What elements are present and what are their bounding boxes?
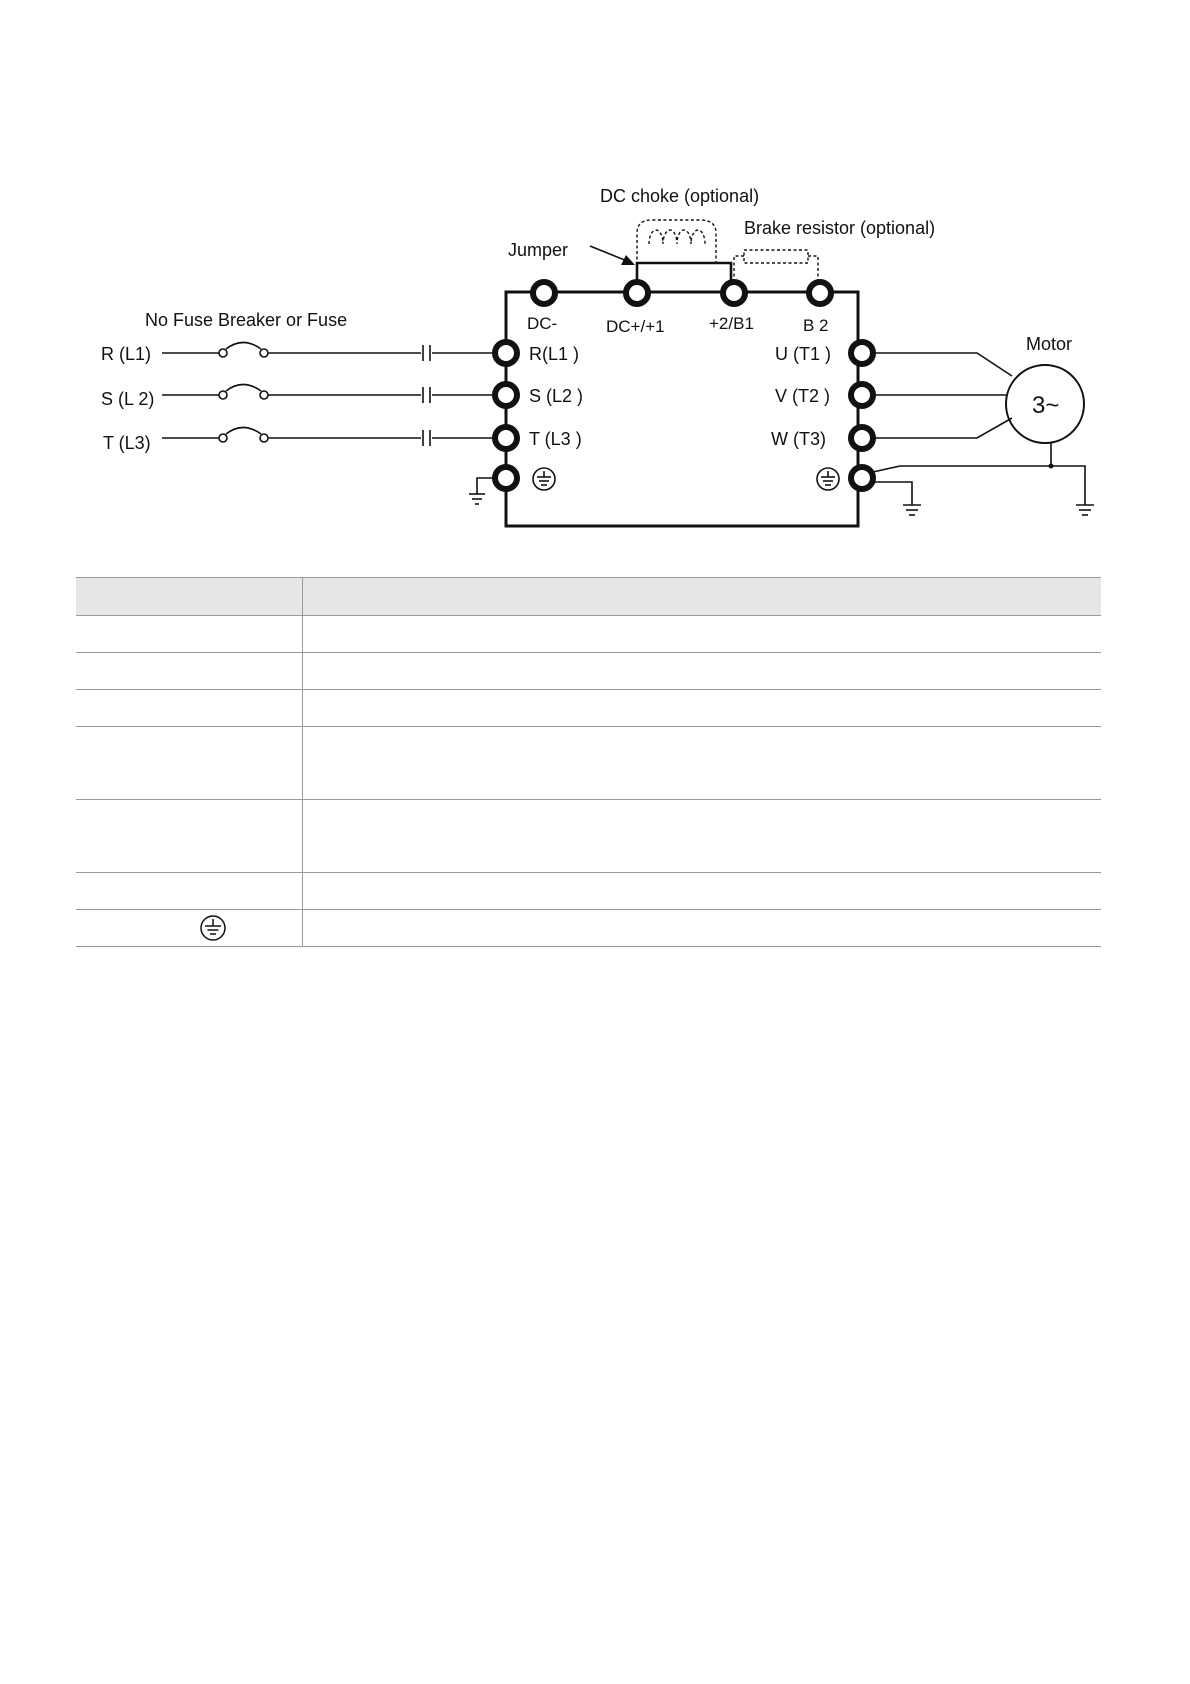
terminal-t-l3 xyxy=(495,427,517,449)
top-terminal-label: B 2 xyxy=(803,316,829,335)
terminal-ground-output xyxy=(851,467,873,489)
top-terminal-label: +2/B1 xyxy=(709,314,754,333)
breaker-switch-icon xyxy=(162,428,496,447)
ground-icon xyxy=(873,443,1094,515)
terminal-w-t3 xyxy=(851,427,873,449)
breaker-switch-icon xyxy=(162,385,496,404)
table-row xyxy=(76,653,1101,690)
input-line-label: R (L1) xyxy=(101,344,152,364)
left-terminal-label: T (L3 ) xyxy=(529,429,582,449)
table-header-cell xyxy=(76,578,303,616)
terminal-v-t2 xyxy=(851,384,873,406)
left-terminal-label: R(L1 ) xyxy=(529,344,580,364)
terminal-dc-plus-1 xyxy=(626,282,648,304)
wiring-diagram xyxy=(0,0,1190,560)
table-row xyxy=(76,616,1101,653)
ground-circle-icon xyxy=(533,468,555,490)
jumper-arrow-icon xyxy=(590,246,635,265)
breaker-label: No Fuse Breaker or Fuse xyxy=(145,310,348,330)
terminal-u-t1 xyxy=(851,342,873,364)
table-row xyxy=(76,873,1101,910)
terminal-b2 xyxy=(809,282,831,304)
top-terminal-label: DC- xyxy=(527,314,558,333)
terminal-table xyxy=(76,577,1101,947)
right-terminal-label: U (T1 ) xyxy=(775,344,831,364)
breaker-switch-icon xyxy=(162,343,496,362)
table-header-cell xyxy=(303,578,1102,616)
dc-choke-label: DC choke (optional) xyxy=(600,186,760,206)
jumper-link xyxy=(637,263,731,293)
ground-circle-icon xyxy=(817,468,839,490)
top-terminal-label: DC+/+1 xyxy=(606,317,665,336)
table-row xyxy=(76,727,1101,800)
jumper-label: Jumper xyxy=(508,240,569,260)
input-line-label: T (L3) xyxy=(103,433,151,453)
terminal-r-l1 xyxy=(495,342,517,364)
ground-circle-icon xyxy=(199,914,227,942)
motor-symbol: 3~ xyxy=(1032,392,1060,419)
brake-resistor xyxy=(734,250,818,293)
right-terminal-label: V (T2 ) xyxy=(775,386,831,406)
table-row xyxy=(76,910,1101,947)
brake-resistor-label: Brake resistor (optional) xyxy=(744,218,936,238)
dc-choke xyxy=(637,220,716,265)
terminal-s-l2 xyxy=(495,384,517,406)
motor-wires xyxy=(873,353,1012,438)
terminal-dc-minus xyxy=(533,282,555,304)
left-terminal-label: S (L2 ) xyxy=(529,386,584,406)
table-header xyxy=(76,578,1101,616)
table-row xyxy=(76,690,1101,727)
right-terminal-label: W (T3) xyxy=(771,429,826,449)
input-line-label: S (L 2) xyxy=(101,389,155,409)
table-row xyxy=(76,800,1101,873)
terminal-ground-input xyxy=(495,467,517,489)
motor-label: Motor xyxy=(1026,334,1073,354)
ground-icon xyxy=(469,478,495,504)
terminal-plus-2-b1 xyxy=(723,282,745,304)
